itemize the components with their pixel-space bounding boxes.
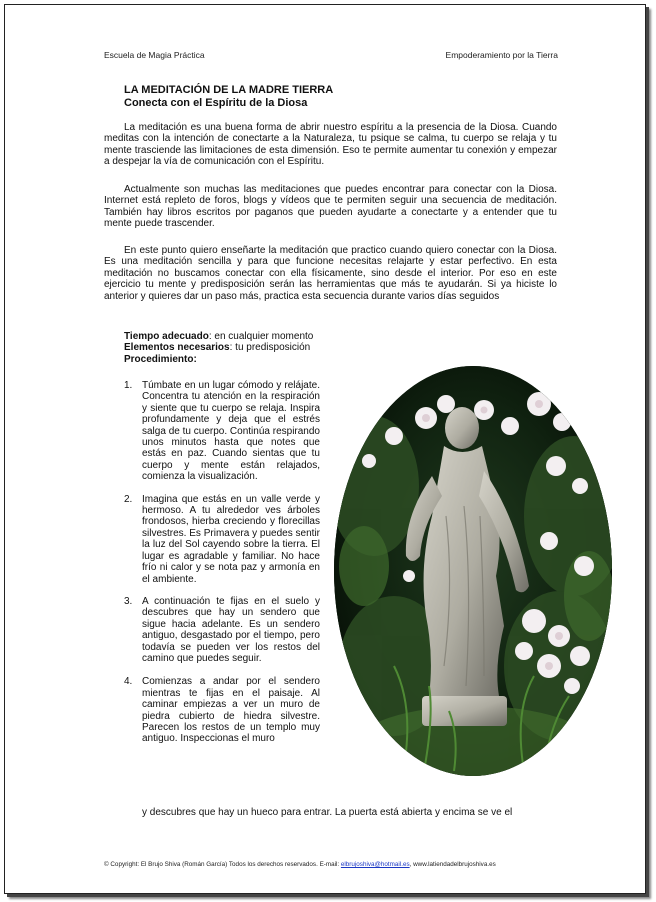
time-value: : en cualquier momento <box>208 331 314 342</box>
step-number: 1. <box>124 380 133 391</box>
step-text: Comienzas a andar por el sendero mientras te fijas en el paisaje. Al caminar empiezas a ver un muro de piedra cubierto de hiedra silvestre. Parecen los restos de un templo muy antiguo. Inspeccionas el muro <box>142 676 320 745</box>
step-text: Túmbate en un lugar cómodo y relájate. Concentra tu atención en la respiración y siente que tu cuerpo se relaja. Inspira profundamente y deja que el estrés salga de tu cuerpo. Continúa respirando unos minutos hasta que notes que estás en paz. Cuando sientas que tu cuerpo y mente están relajados, comienza la visualización. <box>142 380 320 483</box>
header-section-name: Empoderamiento por la Tierra <box>445 50 558 60</box>
procedure-row <box>124 354 313 365</box>
procedure-steps <box>124 380 320 745</box>
elements-value: : tu predisposición <box>229 342 311 354</box>
statue-garden-illustration <box>334 366 612 776</box>
footer-email-link[interactable]: elbrujoshiva@hotmail.es <box>340 861 410 868</box>
page-title: LA MEDITACIÓN DE LA MADRE TIERRA <box>124 84 334 96</box>
meditation-meta <box>124 331 313 365</box>
page-footer <box>104 861 496 868</box>
step-number: 4. <box>124 676 133 688</box>
step-item <box>124 596 320 664</box>
step-text: A continuación te fijas en el suelo y descubres que hay un sendero que sigue hacia adelante. Es un sendero antiguo, desgastado por el tiempo, pero todavía se pueden ver los restos del camino que puedes seguir. <box>142 595 320 664</box>
intro-paragraph-1: La meditación es una buena forma de abrir nuestro espíritu a la presencia de la Diosa. Cuando meditas con la intención de conectarte a la Naturaleza, tu psique se calma, tu cuerpo se relaja y tu mente trasciende las limitaciones de esta dimensión. Eso te permite aumentar tu conexión y empezar a despejar la vía de comunicación con el Espíritu. <box>104 122 557 168</box>
time-row <box>124 331 313 342</box>
procedure-label: Procedimiento: <box>124 353 197 365</box>
footer-copyright: © Copyright: El Brujo Shiva (Román García) Todos los derechos reservados. E-mail: <box>104 861 341 868</box>
page-subtitle: Conecta con el Espíritu de la Diosa <box>124 97 308 109</box>
intro-paragraph-2: Actualmente son muchas las meditaciones que puedes encontrar para conectar con la Diosa. Internet está repleto de foros, blogs y vídeos que te permiten seguir una secuencia de meditación. También hay libros escritos por paganos que pueden ayudarte a conectarte y a entender que tu mente puede trascender. <box>104 184 557 230</box>
elements-row <box>124 342 313 353</box>
step-item <box>124 494 320 585</box>
step-item <box>124 380 320 483</box>
step-number: 3. <box>124 595 133 607</box>
footer-separator: , <box>409 861 414 868</box>
goddess-statue-photo <box>334 366 612 776</box>
step-number: 2. <box>124 493 133 505</box>
time-label: Tiempo adecuado <box>124 331 209 342</box>
header-school-name: Escuela de Magia Práctica <box>104 50 205 60</box>
elements-label: Elementos necesarios <box>124 342 230 354</box>
intro-paragraph-3: En este punto quiero enseñarte la meditación que practico cuando quiero conectar con la Diosa. Es una meditación sencilla y para que funcione necesitas relajarte y estar perfectivo. En esta meditación no buscamos conectar con ella físicamente, sino desde el interior. Por eso en este ejercicio tu mente y predisposición serán las herramientas que más te ayudarán. Si ya hiciste lo anterior y quieres dar un paso más, practica esta secuencia durante varios días seguidos <box>104 245 557 302</box>
footer-website: www.latiendadelbrujoshiva.es <box>413 861 496 868</box>
step-4-continuation: y descubres que hay un hueco para entrar. La puerta está abierta y encima se ve el <box>142 807 513 818</box>
document-title-block <box>124 84 333 110</box>
step-item <box>124 676 320 744</box>
step-text: Imagina que estás en un valle verde y hermoso. A tu alrededor ves árboles frondosos, hierba creciendo y florecillas silvestres. Es Primavera y puedes sentir la luz del Sol cayendo sobre la tierra. El lugar es agradable y familiar. No hace frío ni calor y se nota paz y armonía en el ambiente. <box>142 493 320 585</box>
